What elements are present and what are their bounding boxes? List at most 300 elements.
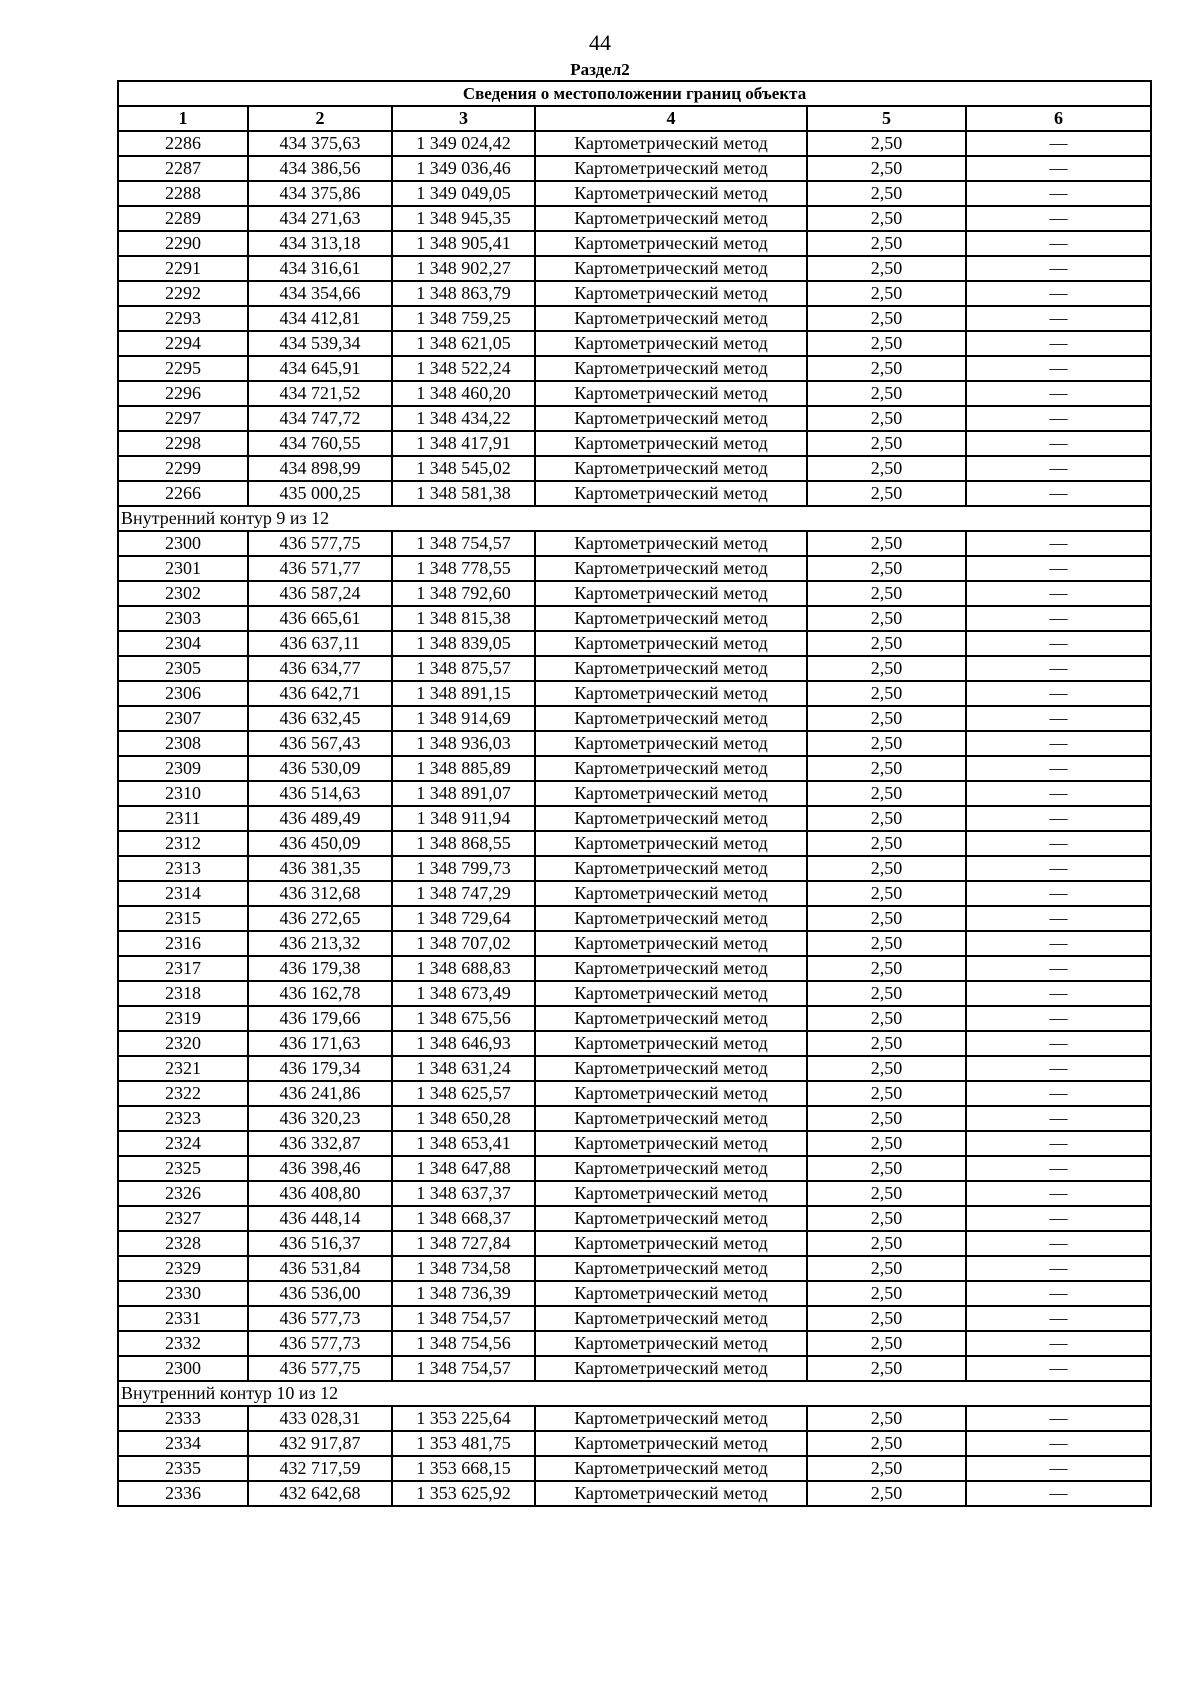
- description-cell: —: [966, 281, 1151, 306]
- method-cell: Картометрический метод: [535, 956, 807, 981]
- table-row: [118, 606, 1151, 631]
- point-number-cell: 2334: [118, 1431, 248, 1456]
- accuracy-cell: 2,50: [807, 581, 966, 606]
- accuracy-cell: 2,50: [807, 756, 966, 781]
- contour-row: [118, 1381, 1151, 1406]
- y-coordinate-cell: 1 348 815,38: [392, 606, 535, 631]
- y-coordinate-cell: 1 348 637,37: [392, 1181, 535, 1206]
- table-row: [118, 1456, 1151, 1481]
- description-cell: —: [966, 881, 1151, 906]
- point-number-cell: 2300: [118, 531, 248, 556]
- accuracy-cell: 2,50: [807, 631, 966, 656]
- table-row: [118, 1156, 1151, 1181]
- x-coordinate-cell: 436 536,00: [248, 1281, 392, 1306]
- column-header: 2: [248, 106, 392, 131]
- method-cell: Картометрический метод: [535, 906, 807, 931]
- table-row: [118, 906, 1151, 931]
- section-label: Раздел2: [570, 60, 630, 79]
- table-row: [118, 631, 1151, 656]
- accuracy-cell: 2,50: [807, 1431, 966, 1456]
- point-number-cell: 2293: [118, 306, 248, 331]
- point-number-cell: 2308: [118, 731, 248, 756]
- point-number-cell: 2311: [118, 806, 248, 831]
- description-cell: —: [966, 1356, 1151, 1381]
- y-coordinate-cell: 1 348 434,22: [392, 406, 535, 431]
- description-cell: —: [966, 831, 1151, 856]
- point-number-cell: 2322: [118, 1081, 248, 1106]
- method-cell: Картометрический метод: [535, 1181, 807, 1206]
- table-row: [118, 681, 1151, 706]
- point-number-cell: 2304: [118, 631, 248, 656]
- description-cell: —: [966, 1131, 1151, 1156]
- description-cell: —: [966, 406, 1151, 431]
- method-cell: Картометрический метод: [535, 1331, 807, 1356]
- y-coordinate-cell: 1 348 754,57: [392, 1356, 535, 1381]
- y-coordinate-cell: 1 348 747,29: [392, 881, 535, 906]
- table-row: [118, 1181, 1151, 1206]
- x-coordinate-cell: 434 721,52: [248, 381, 392, 406]
- accuracy-cell: 2,50: [807, 231, 966, 256]
- accuracy-cell: 2,50: [807, 256, 966, 281]
- method-cell: Картометрический метод: [535, 581, 807, 606]
- description-cell: —: [966, 1006, 1151, 1031]
- method-cell: Картометрический метод: [535, 1431, 807, 1456]
- point-number-cell: 2299: [118, 456, 248, 481]
- description-cell: —: [966, 181, 1151, 206]
- y-coordinate-cell: 1 353 225,64: [392, 1406, 535, 1431]
- accuracy-cell: 2,50: [807, 656, 966, 681]
- x-coordinate-cell: 436 179,34: [248, 1056, 392, 1081]
- y-coordinate-cell: 1 353 481,75: [392, 1431, 535, 1456]
- x-coordinate-cell: 432 642,68: [248, 1481, 392, 1506]
- y-coordinate-cell: 1 348 936,03: [392, 731, 535, 756]
- method-cell: Картометрический метод: [535, 1231, 807, 1256]
- description-cell: —: [966, 131, 1151, 156]
- x-coordinate-cell: 436 213,32: [248, 931, 392, 956]
- description-cell: —: [966, 906, 1151, 931]
- accuracy-cell: 2,50: [807, 406, 966, 431]
- table-row: [118, 1281, 1151, 1306]
- point-number-cell: 2306: [118, 681, 248, 706]
- description-cell: —: [966, 931, 1151, 956]
- accuracy-cell: 2,50: [807, 1306, 966, 1331]
- point-number-cell: 2327: [118, 1206, 248, 1231]
- point-number-cell: 2326: [118, 1181, 248, 1206]
- description-cell: —: [966, 756, 1151, 781]
- y-coordinate-cell: 1 348 647,88: [392, 1156, 535, 1181]
- point-number-cell: 2316: [118, 931, 248, 956]
- accuracy-cell: 2,50: [807, 306, 966, 331]
- method-cell: Картометрический метод: [535, 556, 807, 581]
- y-coordinate-cell: 1 348 868,55: [392, 831, 535, 856]
- method-cell: Картометрический метод: [535, 756, 807, 781]
- method-cell: Картометрический метод: [535, 481, 807, 506]
- method-cell: Картометрический метод: [535, 1081, 807, 1106]
- description-cell: —: [966, 606, 1151, 631]
- description-cell: —: [966, 1231, 1151, 1256]
- description-cell: —: [966, 306, 1151, 331]
- y-coordinate-cell: 1 348 729,64: [392, 906, 535, 931]
- accuracy-cell: 2,50: [807, 356, 966, 381]
- description-cell: —: [966, 1056, 1151, 1081]
- method-cell: Картометрический метод: [535, 856, 807, 881]
- table-row: [118, 1481, 1151, 1506]
- description-cell: —: [966, 1206, 1151, 1231]
- point-number-cell: 2310: [118, 781, 248, 806]
- method-cell: Картометрический метод: [535, 131, 807, 156]
- method-cell: Картометрический метод: [535, 706, 807, 731]
- accuracy-cell: 2,50: [807, 181, 966, 206]
- x-coordinate-cell: 436 531,84: [248, 1256, 392, 1281]
- accuracy-cell: 2,50: [807, 206, 966, 231]
- method-cell: Картометрический метод: [535, 356, 807, 381]
- description-cell: —: [966, 856, 1151, 881]
- accuracy-cell: 2,50: [807, 1206, 966, 1231]
- accuracy-cell: 2,50: [807, 1231, 966, 1256]
- accuracy-cell: 2,50: [807, 1356, 966, 1381]
- table-row: [118, 956, 1151, 981]
- x-coordinate-cell: 436 514,63: [248, 781, 392, 806]
- description-cell: —: [966, 981, 1151, 1006]
- table-row: [118, 181, 1151, 206]
- x-coordinate-cell: 434 354,66: [248, 281, 392, 306]
- accuracy-cell: 2,50: [807, 706, 966, 731]
- accuracy-cell: 2,50: [807, 1181, 966, 1206]
- method-cell: Картометрический метод: [535, 1006, 807, 1031]
- method-cell: Картометрический метод: [535, 1056, 807, 1081]
- x-coordinate-cell: 436 634,77: [248, 656, 392, 681]
- table-row: [118, 1256, 1151, 1281]
- x-coordinate-cell: 436 587,24: [248, 581, 392, 606]
- accuracy-cell: 2,50: [807, 456, 966, 481]
- x-coordinate-cell: 434 412,81: [248, 306, 392, 331]
- table-row: [118, 1306, 1151, 1331]
- description-cell: —: [966, 431, 1151, 456]
- description-cell: —: [966, 956, 1151, 981]
- point-number-cell: 2291: [118, 256, 248, 281]
- point-number-cell: 2317: [118, 956, 248, 981]
- table-row: [118, 1081, 1151, 1106]
- accuracy-cell: 2,50: [807, 781, 966, 806]
- x-coordinate-cell: 436 577,75: [248, 531, 392, 556]
- y-coordinate-cell: 1 348 727,84: [392, 1231, 535, 1256]
- y-coordinate-cell: 1 348 885,89: [392, 756, 535, 781]
- x-coordinate-cell: 436 312,68: [248, 881, 392, 906]
- x-coordinate-cell: 436 567,43: [248, 731, 392, 756]
- point-number-cell: 2301: [118, 556, 248, 581]
- method-cell: Картометрический метод: [535, 1406, 807, 1431]
- point-number-cell: 2302: [118, 581, 248, 606]
- x-coordinate-cell: 436 162,78: [248, 981, 392, 1006]
- accuracy-cell: 2,50: [807, 431, 966, 456]
- y-coordinate-cell: 1 348 754,57: [392, 1306, 535, 1331]
- table-row: [118, 1056, 1151, 1081]
- y-coordinate-cell: 1 348 792,60: [392, 581, 535, 606]
- description-cell: —: [966, 556, 1151, 581]
- point-number-cell: 2307: [118, 706, 248, 731]
- y-coordinate-cell: 1 348 914,69: [392, 706, 535, 731]
- description-cell: —: [966, 806, 1151, 831]
- table-row: [118, 656, 1151, 681]
- y-coordinate-cell: 1 348 545,02: [392, 456, 535, 481]
- x-coordinate-cell: 434 539,34: [248, 331, 392, 356]
- accuracy-cell: 2,50: [807, 1131, 966, 1156]
- table-row: [118, 281, 1151, 306]
- point-number-cell: 2296: [118, 381, 248, 406]
- point-number-cell: 2294: [118, 331, 248, 356]
- column-header: 4: [535, 106, 807, 131]
- accuracy-cell: 2,50: [807, 1031, 966, 1056]
- x-coordinate-cell: 436 179,38: [248, 956, 392, 981]
- method-cell: Картометрический метод: [535, 631, 807, 656]
- table-row: [118, 706, 1151, 731]
- x-coordinate-cell: 432 717,59: [248, 1456, 392, 1481]
- x-coordinate-cell: 434 386,56: [248, 156, 392, 181]
- y-coordinate-cell: 1 348 863,79: [392, 281, 535, 306]
- method-cell: Картометрический метод: [535, 456, 807, 481]
- y-coordinate-cell: 1 348 911,94: [392, 806, 535, 831]
- contour-label: Внутренний контур 9 из 12: [118, 506, 1151, 531]
- table-row: [118, 156, 1151, 181]
- accuracy-cell: 2,50: [807, 831, 966, 856]
- accuracy-cell: 2,50: [807, 481, 966, 506]
- accuracy-cell: 2,50: [807, 931, 966, 956]
- description-cell: —: [966, 731, 1151, 756]
- x-coordinate-cell: 436 179,66: [248, 1006, 392, 1031]
- method-cell: Картометрический метод: [535, 731, 807, 756]
- accuracy-cell: 2,50: [807, 731, 966, 756]
- column-header: 6: [966, 106, 1151, 131]
- point-number-cell: 2313: [118, 856, 248, 881]
- accuracy-cell: 2,50: [807, 1006, 966, 1031]
- accuracy-cell: 2,50: [807, 1156, 966, 1181]
- table-row: [118, 406, 1151, 431]
- method-cell: Картометрический метод: [535, 1281, 807, 1306]
- description-cell: —: [966, 1456, 1151, 1481]
- method-cell: Картометрический метод: [535, 331, 807, 356]
- method-cell: Картометрический метод: [535, 606, 807, 631]
- y-coordinate-cell: 1 348 905,41: [392, 231, 535, 256]
- x-coordinate-cell: 434 898,99: [248, 456, 392, 481]
- column-header: 5: [807, 106, 966, 131]
- method-cell: Картометрический метод: [535, 1456, 807, 1481]
- accuracy-cell: 2,50: [807, 806, 966, 831]
- table-row: [118, 881, 1151, 906]
- x-coordinate-cell: 436 530,09: [248, 756, 392, 781]
- description-cell: —: [966, 1306, 1151, 1331]
- x-coordinate-cell: 436 577,75: [248, 1356, 392, 1381]
- method-cell: Картометрический метод: [535, 206, 807, 231]
- point-number-cell: 2287: [118, 156, 248, 181]
- method-cell: Картометрический метод: [535, 381, 807, 406]
- accuracy-cell: 2,50: [807, 381, 966, 406]
- y-coordinate-cell: 1 348 673,49: [392, 981, 535, 1006]
- x-coordinate-cell: 434 747,72: [248, 406, 392, 431]
- table-body: [118, 131, 1151, 1506]
- y-coordinate-cell: 1 348 902,27: [392, 256, 535, 281]
- contour-label: Внутренний контур 10 из 12: [118, 1381, 1151, 1406]
- table-row: [118, 831, 1151, 856]
- y-coordinate-cell: 1 348 945,35: [392, 206, 535, 231]
- point-number-cell: 2288: [118, 181, 248, 206]
- method-cell: Картометрический метод: [535, 181, 807, 206]
- y-coordinate-cell: 1 348 754,56: [392, 1331, 535, 1356]
- y-coordinate-cell: 1 348 417,91: [392, 431, 535, 456]
- method-cell: Картометрический метод: [535, 406, 807, 431]
- description-cell: —: [966, 681, 1151, 706]
- table-title: Сведения о местоположении границ объекта: [118, 81, 1151, 106]
- x-coordinate-cell: 434 645,91: [248, 356, 392, 381]
- table-row: [118, 356, 1151, 381]
- point-number-cell: 2324: [118, 1131, 248, 1156]
- description-cell: —: [966, 706, 1151, 731]
- point-number-cell: 2320: [118, 1031, 248, 1056]
- accuracy-cell: 2,50: [807, 856, 966, 881]
- table-row: [118, 1131, 1151, 1156]
- method-cell: Картометрический метод: [535, 931, 807, 956]
- method-cell: Картометрический метод: [535, 1156, 807, 1181]
- y-coordinate-cell: 1 348 675,56: [392, 1006, 535, 1031]
- description-cell: —: [966, 1281, 1151, 1306]
- point-number-cell: 2330: [118, 1281, 248, 1306]
- y-coordinate-cell: 1 348 460,20: [392, 381, 535, 406]
- table-row: [118, 581, 1151, 606]
- x-coordinate-cell: 436 637,11: [248, 631, 392, 656]
- point-number-cell: 2312: [118, 831, 248, 856]
- x-coordinate-cell: 436 398,46: [248, 1156, 392, 1181]
- y-coordinate-cell: 1 348 839,05: [392, 631, 535, 656]
- method-cell: Картометрический метод: [535, 306, 807, 331]
- x-coordinate-cell: 433 028,31: [248, 1406, 392, 1431]
- description-cell: —: [966, 356, 1151, 381]
- table-row: [118, 231, 1151, 256]
- table-row: [118, 931, 1151, 956]
- x-coordinate-cell: 436 272,65: [248, 906, 392, 931]
- point-number-cell: 2333: [118, 1406, 248, 1431]
- boundary-coordinates-table: [117, 80, 1152, 1507]
- description-cell: —: [966, 156, 1151, 181]
- x-coordinate-cell: 436 320,23: [248, 1106, 392, 1131]
- point-number-cell: 2286: [118, 131, 248, 156]
- accuracy-cell: 2,50: [807, 1056, 966, 1081]
- y-coordinate-cell: 1 348 891,07: [392, 781, 535, 806]
- y-coordinate-cell: 1 349 036,46: [392, 156, 535, 181]
- y-coordinate-cell: 1 348 581,38: [392, 481, 535, 506]
- table-row: [118, 806, 1151, 831]
- description-cell: —: [966, 1181, 1151, 1206]
- y-coordinate-cell: 1 348 650,28: [392, 1106, 535, 1131]
- accuracy-cell: 2,50: [807, 531, 966, 556]
- description-cell: —: [966, 206, 1151, 231]
- table-row: [118, 131, 1151, 156]
- x-coordinate-cell: 436 241,86: [248, 1081, 392, 1106]
- x-coordinate-cell: 434 760,55: [248, 431, 392, 456]
- x-coordinate-cell: 436 665,61: [248, 606, 392, 631]
- point-number-cell: 2325: [118, 1156, 248, 1181]
- description-cell: —: [966, 231, 1151, 256]
- method-cell: Картометрический метод: [535, 1256, 807, 1281]
- description-cell: —: [966, 1031, 1151, 1056]
- x-coordinate-cell: 436 489,49: [248, 806, 392, 831]
- accuracy-cell: 2,50: [807, 1106, 966, 1131]
- x-coordinate-cell: 436 571,77: [248, 556, 392, 581]
- accuracy-cell: 2,50: [807, 556, 966, 581]
- y-coordinate-cell: 1 349 024,42: [392, 131, 535, 156]
- method-cell: Картометрический метод: [535, 656, 807, 681]
- point-number-cell: 2289: [118, 206, 248, 231]
- x-coordinate-cell: 432 917,87: [248, 1431, 392, 1456]
- description-cell: —: [966, 1431, 1151, 1456]
- table-row: [118, 331, 1151, 356]
- table-row: [118, 1356, 1151, 1381]
- y-coordinate-cell: 1 348 653,41: [392, 1131, 535, 1156]
- x-coordinate-cell: 436 516,37: [248, 1231, 392, 1256]
- point-number-cell: 2266: [118, 481, 248, 506]
- point-number-cell: 2328: [118, 1231, 248, 1256]
- table-row: [118, 1231, 1151, 1256]
- table-row: [118, 1031, 1151, 1056]
- table-row: [118, 856, 1151, 881]
- point-number-cell: 2321: [118, 1056, 248, 1081]
- y-coordinate-cell: 1 348 688,83: [392, 956, 535, 981]
- point-number-cell: 2314: [118, 881, 248, 906]
- y-coordinate-cell: 1 348 754,57: [392, 531, 535, 556]
- description-cell: —: [966, 656, 1151, 681]
- accuracy-cell: 2,50: [807, 1281, 966, 1306]
- method-cell: Картометрический метод: [535, 781, 807, 806]
- description-cell: —: [966, 481, 1151, 506]
- method-cell: Картометрический метод: [535, 806, 807, 831]
- table-row: [118, 756, 1151, 781]
- table-row: [118, 306, 1151, 331]
- point-number-cell: 2335: [118, 1456, 248, 1481]
- table-row: [118, 1331, 1151, 1356]
- y-coordinate-cell: 1 348 736,39: [392, 1281, 535, 1306]
- method-cell: Картометрический метод: [535, 681, 807, 706]
- table-title-row: [118, 81, 1151, 106]
- method-cell: Картометрический метод: [535, 881, 807, 906]
- method-cell: Картометрический метод: [535, 1356, 807, 1381]
- y-coordinate-cell: 1 353 625,92: [392, 1481, 535, 1506]
- point-number-cell: 2298: [118, 431, 248, 456]
- x-coordinate-cell: 434 375,86: [248, 181, 392, 206]
- point-number-cell: 2329: [118, 1256, 248, 1281]
- contour-row: [118, 506, 1151, 531]
- table-row: [118, 531, 1151, 556]
- y-coordinate-cell: 1 348 625,57: [392, 1081, 535, 1106]
- description-cell: —: [966, 581, 1151, 606]
- point-number-cell: 2319: [118, 1006, 248, 1031]
- column-header: 3: [392, 106, 535, 131]
- accuracy-cell: 2,50: [807, 1081, 966, 1106]
- table-header-row: [118, 106, 1151, 131]
- y-coordinate-cell: 1 348 621,05: [392, 331, 535, 356]
- accuracy-cell: 2,50: [807, 681, 966, 706]
- accuracy-cell: 2,50: [807, 331, 966, 356]
- point-number-cell: 2315: [118, 906, 248, 931]
- x-coordinate-cell: 435 000,25: [248, 481, 392, 506]
- method-cell: Картометрический метод: [535, 1031, 807, 1056]
- y-coordinate-cell: 1 348 799,73: [392, 856, 535, 881]
- point-number-cell: 2305: [118, 656, 248, 681]
- column-header: 1: [118, 106, 248, 131]
- method-cell: Картометрический метод: [535, 1131, 807, 1156]
- x-coordinate-cell: 436 450,09: [248, 831, 392, 856]
- method-cell: Картометрический метод: [535, 981, 807, 1006]
- method-cell: Картометрический метод: [535, 431, 807, 456]
- point-number-cell: 2292: [118, 281, 248, 306]
- x-coordinate-cell: 434 313,18: [248, 231, 392, 256]
